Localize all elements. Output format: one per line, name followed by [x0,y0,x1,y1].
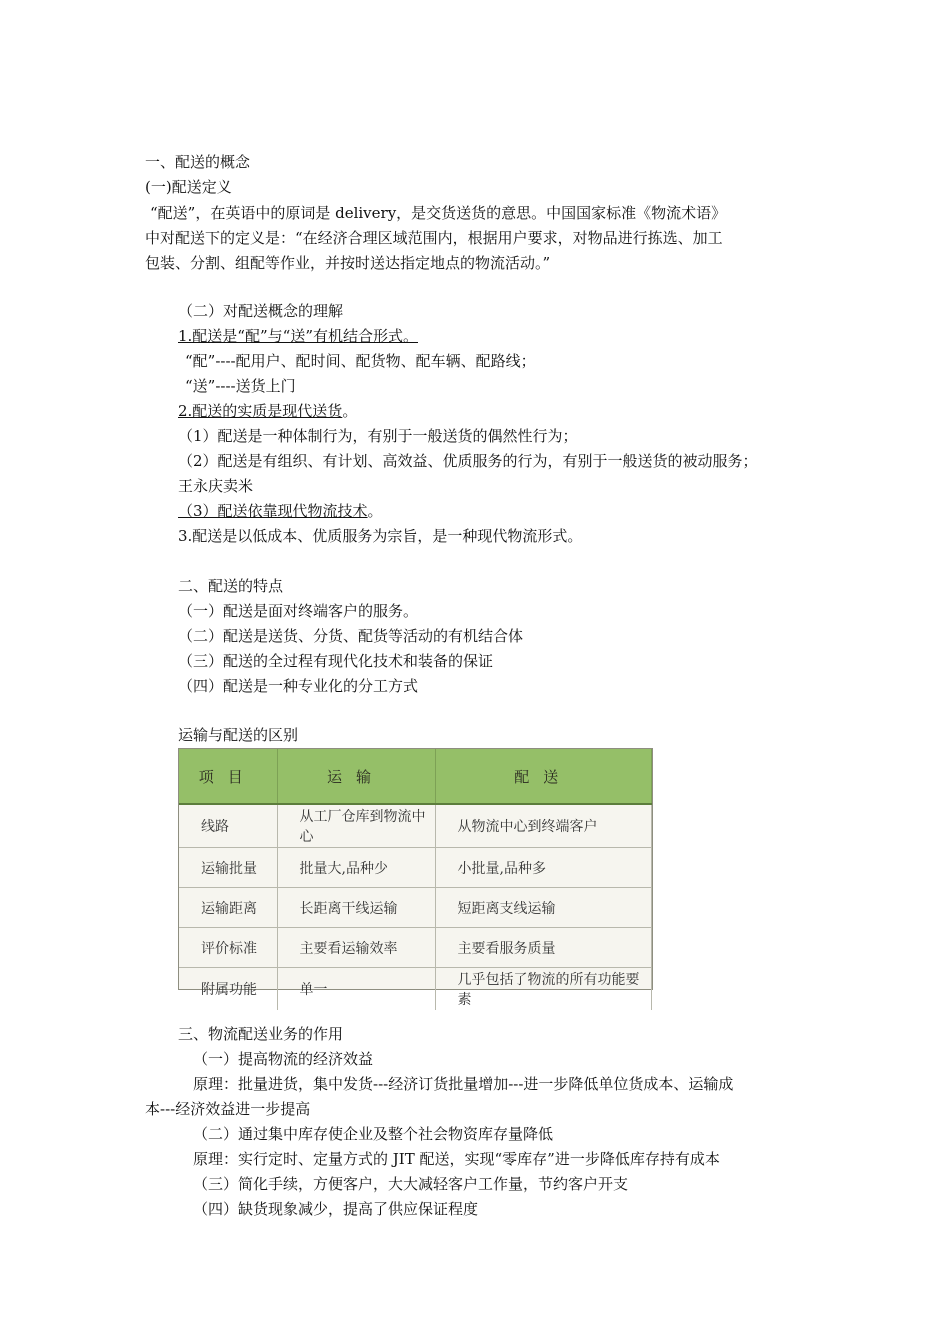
section3-sub1-text2: 本---经济效益进一步提高 [145,1100,311,1118]
item2c [178,501,383,521]
table-cell: 线路 [179,804,277,848]
table-cell: 长距离干线运输 [277,888,435,928]
table-cell: 几乎包括了物流的所有功能要素 [435,968,652,1011]
section3-sub1: （一）提高物流的经济效益 [193,1050,374,1068]
feature-3: （三）配送的全过程有现代化技术和装备的保证 [178,652,494,670]
table-row [179,928,652,968]
section3-sub1-text1: 原理：批量进货，集中发货---经济订货批量增加---进一步降低单位货成本、运输成 [193,1075,734,1093]
item2c-suffix: 。 [367,502,383,520]
item2-underlined: 2.配送的实质是现代送货 [178,402,343,420]
section3-heading: 三、物流配送业务的作用 [178,1025,344,1043]
table-row [179,968,652,1011]
table-row [179,848,652,888]
feature-2: （二）配送是送货、分货、配货等活动的有机结合体 [178,627,524,645]
table-row [179,804,652,848]
section3-sub2-text: 原理：实行定时、定量方式的 JIT 配送，实现“零库存”进一步降低库存持有成本 [193,1150,720,1168]
table-cell: 运输批量 [179,848,277,888]
comparison-table [178,748,653,1008]
section3-sub4: （四）缺货现象减少，提高了供应保证程度 [193,1200,479,1218]
feature-1: （一）配送是面对终端客户的服务。 [178,602,419,620]
table-cell: 从工厂仓库到物流中心 [277,804,435,848]
table-cell: 短距离支线运输 [435,888,652,928]
table-cell: 运输距离 [179,888,277,928]
header-delivery: 配送 [435,749,652,804]
header-transport: 运输 [277,749,435,804]
table-cell: 评价标准 [179,928,277,968]
table-cell: 附属功能 [179,968,277,1011]
section2-heading: 二、配送的特点 [178,577,284,595]
definition-line-3: 包装、分割、组配等作业，并按时送达指定地点的物流活动。” [145,254,551,272]
table-row [179,888,652,928]
table-cell: 单一 [277,968,435,1011]
item3: 3.配送是以低成本、优质服务为宗旨，是一种现代物流形式。 [178,527,583,545]
definition-line-2: 中对配送下的定义是：“在经济合理区域范围内，根据用户要求，对物品进行拣选、加工 [145,229,723,247]
section1-heading: 一、配送的概念 [145,153,251,171]
section3-sub3: （三）简化手续，方便客户，大大减轻客户工作量，节约客户开支 [193,1175,629,1193]
table-header-row [179,749,652,804]
item2-suffix: 。 [342,402,358,420]
item2b: （2）配送是有组织、有计划、高效益、优质服务的行为，有别于一般送货的被动服务； [178,452,758,470]
item1: 1.配送是“配”与“送”有机结合形式。 [178,327,418,345]
item1b: “送”----送货上门 [185,377,296,395]
table-cell: 主要看服务质量 [435,928,652,968]
section1-sub1: (一)配送定义 [145,178,232,196]
comparison-title: 运输与配送的区别 [178,726,299,744]
table-cell: 从物流中心到终端客户 [435,804,652,848]
item2 [178,401,357,421]
item2b-note: 王永庆卖米 [178,477,254,495]
item1a: “配”----配用户、配时间、配货物、配车辆、配路线； [185,352,536,370]
item2c-underlined: （3）配送依靠现代物流技术 [178,502,368,520]
definition-line-1: “配送”，在英语中的原词是 delivery，是交货送货的意思。中国国家标准《物流术语》 [150,204,727,222]
section3-sub2: （二）通过集中库存使企业及整个社会物资库存量降低 [193,1125,554,1143]
table-cell: 批量大,品种少 [277,848,435,888]
table-cell: 主要看运输效率 [277,928,435,968]
section1-sub2: （二）对配送概念的理解 [178,302,344,320]
header-item: 项目 [179,749,277,804]
item2a: （1）配送是一种体制行为，有别于一般送货的偶然性行为； [178,427,578,445]
feature-4: （四）配送是一种专业化的分工方式 [178,677,419,695]
table-cell: 小批量,品种多 [435,848,652,888]
